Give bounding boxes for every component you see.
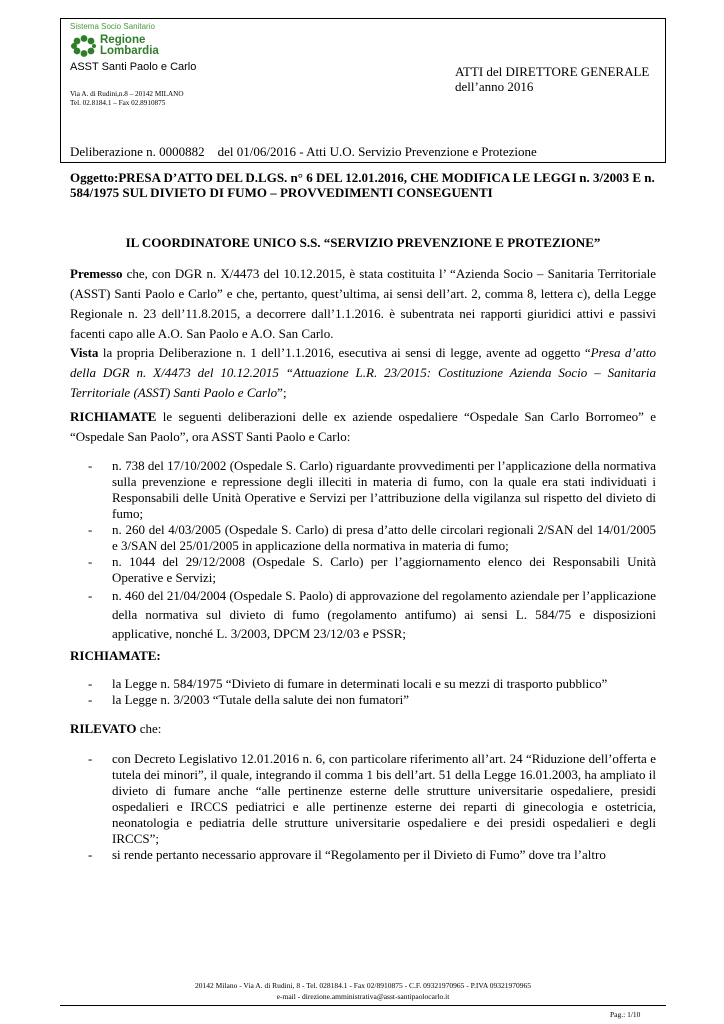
vista-paragraph — [70, 343, 656, 403]
list-item: - n. 460 del 21/04/2004 (Ospedale S. Paolo) di approvazione del regolamento aziendale per l’applicazione della normativa sul divieto di fumo (regolamento antifumo) ai sensi L. 584/75 e disposizioni applicative, nonché L. 3/2003, DPCM 23/12/03 e PSSR; — [88, 588, 657, 641]
atti-line2: dell’anno 2016 — [455, 79, 534, 94]
footer — [60, 980, 666, 1002]
atti-line1: ATTI del DIRETTORE GENERALE — [455, 64, 650, 79]
premesso-paragraph — [70, 264, 656, 344]
region-name — [100, 35, 159, 57]
lombardia-rose-icon — [70, 35, 96, 57]
richiamate-paragraph — [70, 407, 656, 447]
rilevato-list — [88, 751, 656, 863]
address-line2: Tel. 02.8184.1 – Fax 02.8910875 — [70, 99, 166, 107]
vista-tail: ”; — [277, 385, 287, 400]
list-item: - n. 738 del 17/10/2002 (Ospedale S. Carlo) riguardante provvedimenti per l’applicazione della normativa sulla prevenzione e repressione degli illeciti in materia di fumo, con la quale era stati individuati i Responsabili delle Unità Operative e Servizi per l’attribuzione della vigilanza sul rispetto del divieto di fumo; — [88, 458, 656, 521]
footer-address: 20142 Milano - Via A. di Rudini, 8 - Tel. 028184.1 - Fax 02/8910875 - C.F. 09321970965 - P.IVA 09321970965 — [195, 981, 531, 990]
richiamate-list — [88, 458, 656, 643]
deliberazione-line: Deliberazione n. 0000882 del 01/06/2016 - Atti U.O. Servizio Prevenzione e Protezione — [70, 144, 537, 159]
region-line1: Regione — [100, 34, 146, 46]
premesso-lead: Premesso — [70, 266, 123, 281]
atti-heading — [455, 64, 649, 94]
rilevato-text: che: — [136, 721, 162, 736]
list-item: - la Legge n. 584/1975 “Divieto di fumare in determinati locali e su mezzi di trasporto pubblico” — [88, 676, 608, 691]
region-logo — [70, 35, 270, 57]
address-block — [70, 90, 270, 108]
footer-divider — [60, 1005, 666, 1006]
oggetto: Oggetto:PRESA D’ATTO DEL D.LGS. n° 6 DEL 12.01.2016, CHE MODIFICA LE LEGGI n. 3/2003 E n. 584/1975 SUL DIVIETO DI FUMO – PROVVEDIMENTI CONSEGUENTI — [70, 170, 655, 200]
list-item: - n. 1044 del 29/12/2008 (Ospedale S. Carlo) per l’aggiornamento elenco dei Responsabili Unità Operative e Servizi; — [88, 554, 656, 585]
asst-name: ASST Santi Paolo e Carlo — [70, 61, 197, 73]
richiamate-lead: RICHIAMATE — [70, 409, 157, 424]
list-item: - si rende pertanto necessario approvare il “Regolamento per il Divieto di Fumo” dove tra l’altro — [88, 847, 606, 862]
vista-italic: Presa d’atto della DGR n. X/4473 del 10.12.2015 “Attuazione L.R. 23/2015: Costituzione Azienda Socio – Sanitaria Territoriale (ASST) Santi Paolo e Carlo — [70, 345, 656, 400]
richiamate-text: le seguenti deliberazioni delle ex aziende ospedaliere “Ospedale San Carlo Borromeo” e “Ospedale San Paolo”, ora ASST Santi Paolo e Carlo: — [70, 409, 656, 444]
vista-lead: Vista — [70, 345, 99, 360]
system-label: Sistema Socio Sanitario — [70, 22, 155, 31]
rilevato-lead: RILEVATO — [70, 721, 137, 736]
list-item: - n. 260 del 4/03/2005 (Ospedale S. Carlo) di presa d’atto delle circolari regionali 2/SAN del 14/01/2005 e 3/SAN del 25/01/2005 in applicazione della normativa in materia di fumo; — [88, 522, 656, 553]
address-line1: Via A. di Rudini,n.8 – 20142 MILANO — [70, 90, 184, 98]
page-number: Pag.: 1/10 — [610, 1010, 641, 1019]
richiamate2-list — [88, 676, 656, 708]
rilevato-heading — [70, 719, 656, 739]
footer-email: e-mail - direzione.amministrativa@asst-santipaolocarlo.it — [276, 992, 450, 1001]
logo-area — [70, 22, 270, 108]
list-item: - la Legge n. 3/2003 “Tutale della salute dei non fumatori” — [88, 692, 409, 707]
coordinatore-heading: IL COORDINATORE UNICO S.S. “SERVIZIO PREVENZIONE E PROTEZIONE” — [125, 235, 601, 250]
richiamate2-heading — [70, 646, 656, 666]
premesso-text: che, con DGR n. X/4473 del 10.12.2015, è stata costituita l’ “Azienda Socio – Sanitaria Territoriale (ASST) Santi Paolo e Carlo” e che, pertanto, quest’ultima, ai sensi dell’art. 2, comma 8, lettera c), della Legge Regionale n. 23 dell’11.8.2015, a decorrere dall’1.1.2016. è subentrata nei rapporti giuridici attivi e passivi facenti capo alle A.O. San Paolo e A.O. San Carlo. — [70, 266, 656, 341]
vista-text: la propria Deliberazione n. 1 dell’1.1.2016, esecutiva ai sensi di legge, avente ad oggetto “ — [98, 345, 591, 360]
richiamate2-lead: RICHIAMATE: — [70, 648, 161, 663]
region-line2: Lombardia — [100, 45, 159, 57]
list-item: - con Decreto Legislativo 12.01.2016 n. 6, con particolare riferimento all’art. 24 “Riduzione dell’offerta e tutela dei minori”, il quale, integrando il comma 1 bis dell’art. 51 della Legge 16.01.2003, ha ampliato il divieto di fumare anche “alle pertinenze esterne delle strutture universitarie ospedaliere, presidi ospedalieri e IRCCS pediatrici e alle pertinenze esterne dei reparti di ginecologia e ostetricia, neonatologia e pediatria delle strutture universitarie ospedaliere e dei presidi ospedalieri e degli IRCCS”; — [88, 751, 656, 846]
